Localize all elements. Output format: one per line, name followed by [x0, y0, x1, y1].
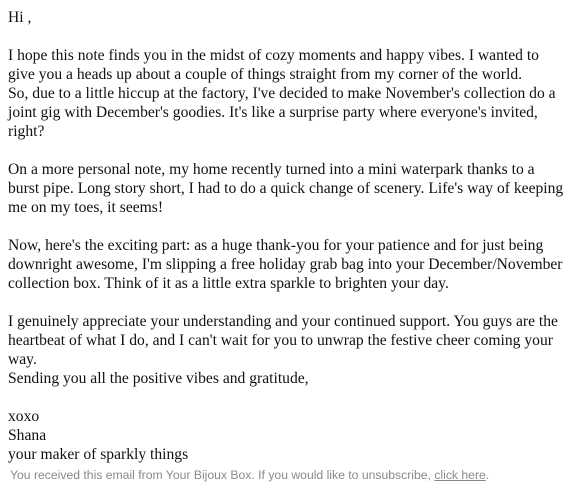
paragraph-collection-update: So, due to a little hiccup at the factory, I've decided to make November's collection do a joint gig with December's goodies. It's like a surprise party where everyone's invited, right? [8, 85, 556, 140]
signoff-xoxo: xoxo [8, 408, 40, 425]
signoff-tagline: your maker of sparkly things [8, 446, 189, 463]
greeting: Hi , [8, 9, 32, 26]
spacer [8, 217, 568, 236]
spacer [8, 293, 568, 312]
footer-text: You received this email from Your Bijoux Box. If you would like to unsubscribe, [10, 468, 435, 482]
spacer [8, 388, 568, 407]
email-body [8, 8, 568, 464]
spacer [8, 141, 568, 160]
unsubscribe-link[interactable]: click here [434, 468, 486, 482]
paragraph-intro: I hope this note finds you in the midst of cozy moments and happy vibes. I wanted to give you a heads up about a couple of things straight from my corner of the world. [8, 47, 539, 83]
spacer [8, 27, 568, 46]
paragraph-closing: Sending you all the positive vibes and gratitude, [8, 370, 309, 387]
paragraph-personal-note: On a more personal note, my home recently turned into a mini waterpark thanks to a burst pipe. Long story short, I had to do a quick change of scenery. Life's way of keeping me on my toes, it seems! [8, 161, 564, 216]
paragraph-appreciation: I genuinely appreciate your understanding and your continued support. You guys are the heartbeat of what I do, and I can't wait for you to unwrap the festive cheer coming your way. [8, 313, 558, 368]
email-footer [10, 467, 570, 483]
footer-period: . [485, 468, 490, 482]
paragraph-free-gift: Now, here's the exciting part: as a huge thank-you for your patience and for just being downright awesome, I'm slipping a free holiday grab bag into your December/November collection box. Think of it as a little extra sparkle to brighten your day. [8, 237, 563, 292]
signoff-name: Shana [8, 427, 47, 444]
